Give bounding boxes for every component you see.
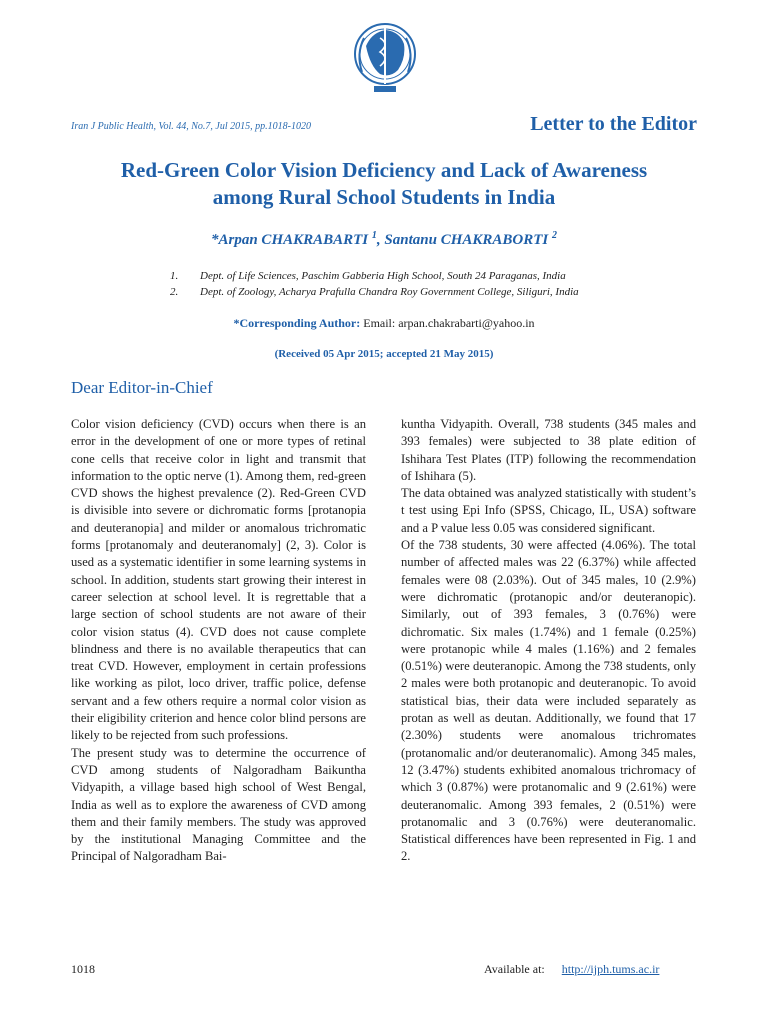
- author-list: [0, 230, 768, 249]
- affiliations: [170, 268, 579, 300]
- affiliation-item: [170, 268, 579, 284]
- author-1-affil: 1: [371, 230, 377, 241]
- corresponding-email: Email: arpan.chakrabarti@yahoo.in: [360, 316, 535, 330]
- author-1: *Arpan CHAKRABARTI: [211, 232, 369, 248]
- page-number: 1018: [71, 962, 95, 976]
- received-dates: (Received 05 Apr 2015; accepted 21 May 2015): [274, 348, 494, 360]
- left-column: [71, 416, 366, 866]
- article-title: [0, 157, 768, 211]
- corresponding-author: [0, 316, 768, 331]
- salutation: Dear Editor-in-Chief: [71, 378, 213, 397]
- corresponding-label: *Corresponding Author:: [233, 316, 361, 330]
- title-line-1: Red-Green Color Vision Deficiency and Lack of Awareness: [120, 158, 648, 182]
- paragraph: Of the 738 students, 30 were affected (4.06%). The total number of affected males was 22 (6.37%) while affected females were 08 (2.03%). Out of 345 males, 10 (2.9%) were dichromatic (protanopic and/or deuteranopic). Similarly, out of 393 females, 3 (0.76%) were dichromatic. Six males (1.74%) and 1 female (0.25%) were protanopic while 4 males (1.16%) and 2 females (0.51%) were deuteranopic. Among the 738 students, only 2 males were both protanopic and deuteranopic. To avoid statistical bias, their data were included separately as protan as well as deutan. Additionally, we found that 17 (2.30%) students were anomalous trichromates (protanomalic and/or deuteranomalic). Among 345 males, 12 (3.47%) students exhibited anomalous trichromacy of which 3 (0.87%) were protanomalic and 9 (2.61%) were deuteranomalic. Among 393 females, 2 (0.51%) were protanomalic and 3 (0.76%) were deuteranomalic. Statistical differences have been represented in Fig. 1 and 2.: [401, 538, 696, 864]
- affiliation-number: 2.: [170, 286, 179, 298]
- author-separator: ,: [376, 232, 385, 248]
- affiliation-item: [170, 284, 579, 300]
- journal-url-link[interactable]: http://ijph.tums.ac.ir: [561, 962, 660, 976]
- paragraph: The present study was to determine the occurrence of CVD among students of Nalgoradham Baikuntha Vidyapith, a village based high school of West Bengal, India as well as to explore the awareness of CVD among them and their family members. The study was approved by the institutional Managing Committee and the Principal of Nalgoradham Bai-: [71, 745, 366, 864]
- journal-citation: Iran J Public Health, Vol. 44, No.7, Jul 2015, pp.1018-1020: [71, 121, 311, 132]
- paragraph: Color vision deficiency (CVD) occurs when there is an error in the development of one or more types of retinal cone cells that receive color in light and transmit that information to the optic nerve (1). Among them, red-green CVD shows the highest prevalence (2). Red-Green CVD is divisible into severe or dichromatic forms [protanopia and deuteranopia] and milder or anomalous trichromatic forms [protanomaly and deuteranomaly] (2, 3). Color is used as a systematic identifier in some learning systems in school. In addition, students start growing their interest in career selection at school level. It is regrettable that a large section of school students are not aware of their color vision status (4). CVD does not cause complete blindness and there is no available therapeutics that can treat CVD. However, employment in certain professions like working as pilot, loco driver, traffic police, defense servant and a few others require a normal color vision as their eligibility criterion and hence color blind persons are likely to be rejected from such professions.: [71, 417, 366, 743]
- available-label: Available at:: [484, 962, 545, 976]
- paragraph: The data obtained was analyzed statistically with student’s t test using Epi Info (SPSS, Chicago, IL, USA) software and a P value less 0.05 was considered significant.: [401, 486, 696, 535]
- journal-seal-icon: [352, 14, 418, 106]
- footer-availability: [484, 962, 659, 977]
- author-2: Santanu CHAKRABORTI: [384, 232, 549, 248]
- affiliation-number: 1.: [170, 270, 179, 282]
- right-column: [401, 416, 696, 866]
- affiliation-text: Dept. of Zoology, Acharya Prafulla Chandra Roy Government College, Siliguri, India: [200, 286, 579, 298]
- section-heading: Letter to the Editor: [530, 113, 697, 135]
- paragraph: kuntha Vidyapith. Overall, 738 students (345 males and 393 females) were subjected to 38 plate edition of Ishihara Test Plates (ITP) following the recommendation of Ishihara (5).: [401, 417, 696, 483]
- author-2-affil: 2: [551, 230, 557, 241]
- affiliation-text: Dept. of Life Sciences, Paschim Gabberia High School, South 24 Paraganas, India: [200, 270, 566, 282]
- title-line-2: among Rural School Students in India: [212, 185, 556, 209]
